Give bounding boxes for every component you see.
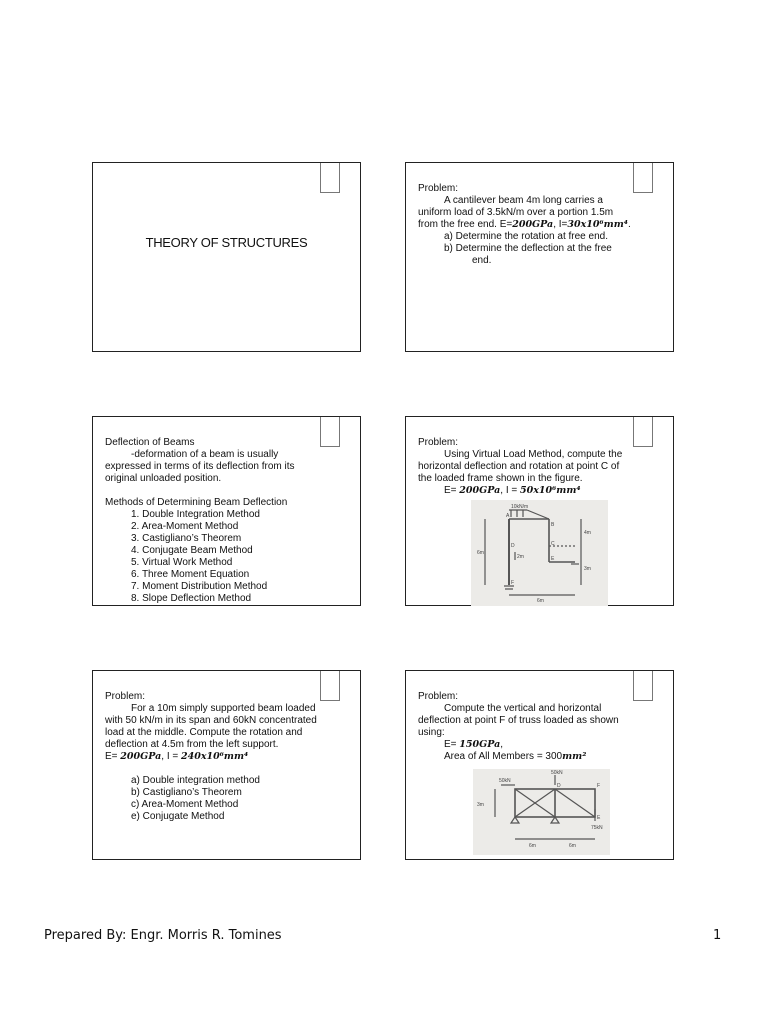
- text-line: E= 200GPa, I = 240x10⁶mm⁴: [105, 751, 249, 762]
- text-line: Area of All Members = 300mm²: [444, 751, 587, 762]
- text-line: deflection at point F of truss loaded as shown: [418, 715, 619, 726]
- fig-point-b: B: [551, 522, 555, 528]
- option-item: a) Double integration method: [131, 775, 260, 786]
- fig-load-label: 10kN/m: [511, 504, 529, 510]
- frame-figure: [471, 500, 608, 606]
- fig-load-left: 50kN: [499, 778, 511, 784]
- slide-4: [405, 416, 674, 606]
- modulus-value: 200GPa: [512, 219, 554, 230]
- fig-point-a: A: [506, 513, 510, 519]
- method-item: 7. Moment Distribution Method: [131, 581, 268, 592]
- slide-3: [92, 416, 361, 606]
- inertia-value: 50x10⁶mm⁴: [520, 485, 581, 496]
- slide-2: [405, 162, 674, 352]
- fig-point-e: E: [551, 556, 555, 562]
- fig-point-d: D: [511, 543, 515, 549]
- text-line: uniform load of 3.5kN/m over a portion 1.5m: [418, 207, 614, 218]
- slide-6: [405, 670, 674, 860]
- text-line: expressed in terms of its deflection from its: [105, 461, 295, 472]
- method-item: 1. Double Integration Method: [131, 509, 260, 520]
- option-item: e) Conjugate Method: [131, 811, 225, 822]
- methods-heading: Methods of Determining Beam Deflection: [105, 497, 288, 508]
- modulus-value: 200GPa: [459, 485, 501, 496]
- problem-heading: Problem:: [418, 691, 459, 702]
- fig-point-e: E: [597, 815, 601, 821]
- text-line: A cantilever beam 4m long carries a: [444, 195, 603, 206]
- method-item: 8. Slope Deflection Method: [131, 593, 252, 604]
- text-line: from the free end. E=200GPa, I=30x10⁶mm⁴.: [418, 219, 631, 230]
- slide-1: [92, 162, 361, 352]
- footer-author: Prepared By: Engr. Morris R. Tomines: [44, 928, 282, 943]
- section-heading: Deflection of Beams: [105, 437, 195, 448]
- fig-dim-left: 6m: [477, 550, 484, 556]
- text-line: load at the middle. Compute the rotation and: [105, 727, 303, 738]
- fig-load-right: 75kN: [591, 825, 603, 831]
- slide-5: [92, 670, 361, 860]
- fig-load-top: 50kN: [551, 770, 563, 776]
- problem-heading: Problem:: [418, 437, 459, 448]
- slide-title: THEORY OF STRUCTURES: [145, 235, 308, 250]
- fig-point-f: F: [597, 783, 601, 789]
- problem-heading: Problem:: [105, 691, 146, 702]
- inertia-value: 240x10⁶mm⁴: [181, 751, 249, 762]
- fig-dim-bottom: 6m: [537, 598, 544, 604]
- method-item: 3. Castigliano’s Theorem: [131, 533, 242, 544]
- text-line: E= 200GPa, I = 50x10⁶mm⁴: [444, 485, 581, 496]
- fig-point-c: C: [551, 541, 555, 547]
- method-item: 6. Three Moment Equation: [131, 569, 250, 580]
- text-line: the loaded frame shown in the figure.: [418, 473, 583, 484]
- slide-text: [105, 691, 350, 823]
- slide-text: [105, 437, 350, 605]
- text-line: end.: [472, 255, 492, 266]
- fig-span-2: 6m: [569, 843, 576, 849]
- text-line: For a 10m simply supported beam loaded: [131, 703, 316, 714]
- text-line: b) Determine the deflection at the free: [444, 243, 612, 254]
- area-unit: mm²: [562, 751, 587, 762]
- text-line: Compute the vertical and horizontal: [444, 703, 602, 714]
- text-line: E= 150GPa,: [444, 739, 504, 750]
- text-line: original unloaded position.: [105, 473, 222, 484]
- text-line: -deformation of a beam is usually: [131, 449, 279, 460]
- problem-heading: Problem:: [418, 183, 459, 194]
- method-item: 2. Area-Moment Method: [131, 521, 239, 532]
- text-line: with 50 kN/m in its span and 60kN concentrated: [105, 715, 317, 726]
- slide-corner-tab: [320, 163, 340, 193]
- text-line: deflection at 4.5m from the left support.: [105, 739, 279, 750]
- option-item: b) Castigliano’s Theorem: [131, 787, 242, 798]
- truss-figure: [473, 769, 610, 855]
- text-line: a) Determine the rotation at free end.: [444, 231, 608, 242]
- modulus-value: 200GPa: [120, 751, 162, 762]
- fig-dim-right-top: 4m: [584, 530, 591, 536]
- fig-dim-mid: 2m: [517, 554, 524, 560]
- modulus-value: 150GPa: [459, 739, 501, 750]
- method-item: 4. Conjugate Beam Method: [131, 545, 253, 556]
- method-item: 5. Virtual Work Method: [131, 557, 233, 568]
- page-number: 1: [713, 928, 722, 943]
- fig-height: 3m: [477, 802, 484, 808]
- slide-text: [418, 691, 663, 763]
- fig-span-1: 6m: [529, 843, 536, 849]
- fig-point-d: D: [557, 783, 561, 789]
- text-line: using:: [418, 727, 445, 738]
- inertia-value: 30x10⁶mm⁴: [567, 219, 628, 230]
- slide-text: [418, 437, 663, 497]
- text-line: Using Virtual Load Method, compute the: [444, 449, 623, 460]
- slide-text: [418, 183, 663, 267]
- fig-point-f: F: [511, 580, 515, 586]
- text-line: horizontal deflection and rotation at point C of: [418, 461, 620, 472]
- fig-dim-right-bot: 3m: [584, 566, 591, 572]
- option-item: c) Area-Moment Method: [131, 799, 239, 810]
